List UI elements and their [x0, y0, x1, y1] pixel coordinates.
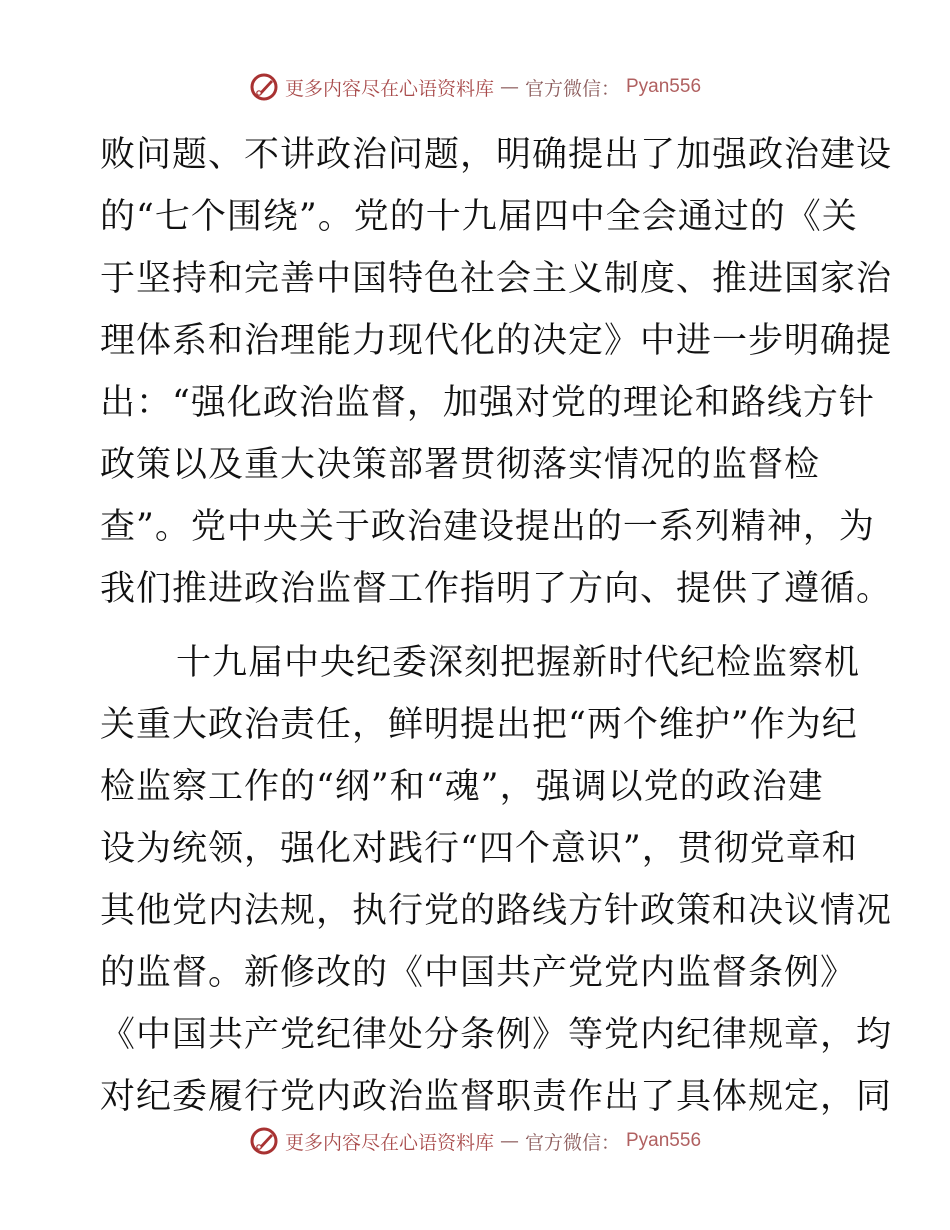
text-line: 其他党内法规，执行党的路线方针政策和决议情况	[100, 891, 893, 931]
text-line: 十九届中央纪委深刻把握新时代纪检监察机	[176, 643, 861, 683]
text-line: 的“七个围绕”。党的十九届四中全会通过的《关	[100, 197, 858, 237]
quill-pen-logo-icon	[249, 72, 279, 102]
paragraph-2	[100, 632, 893, 1128]
text-line: 检监察工作的“纲”和“魂”，强调以党的政治建	[100, 767, 824, 807]
banner-promo-text: 更多内容尽在心语资料库	[284, 77, 494, 100]
document-body	[100, 124, 893, 1128]
banner-wechat-account: Pyan556	[626, 1130, 702, 1151]
banner-promo-text: 更多内容尽在心语资料库	[284, 1131, 494, 1154]
text-line: 《中国共产党纪律处分条例》等党内纪律规章，均	[100, 1015, 893, 1055]
text-line: 政策以及重大决策部署贯彻落实情况的监督检	[100, 445, 821, 485]
banner-separator: —	[499, 76, 519, 98]
footer-banner	[0, 1126, 950, 1156]
banner-wechat-label: 官方微信：	[524, 77, 620, 100]
paragraph-spacer	[100, 620, 850, 632]
paragraph-1	[100, 124, 893, 620]
header-banner	[0, 72, 950, 102]
text-line: 于坚持和完善中国特色社会主义制度、推进国家治	[100, 259, 893, 299]
text-line: 理体系和治理能力现代化的决定》中进一步明确提	[100, 321, 893, 361]
text-line: 出：“强化政治监督，加强对党的理论和路线方针	[100, 383, 875, 423]
banner-wechat-label: 官方微信：	[524, 1131, 620, 1154]
text-line: 的监督。新修改的《中国共产党党内监督条例》	[100, 953, 857, 993]
text-line: 查”。党中央关于政治建设提出的一系列精神，为	[100, 507, 875, 547]
text-line: 设为统领，强化对践行“四个意识”，贯彻党章和	[100, 829, 858, 869]
text-line: 关重大政治责任，鲜明提出把“两个维护”作为纪	[100, 705, 858, 745]
banner-wechat-account: Pyan556	[626, 76, 702, 97]
text-line: 败问题、不讲政治问题，明确提出了加强政治建设	[100, 135, 893, 175]
text-line: 我们推进政治监督工作指明了方向、提供了遵循。	[100, 569, 893, 609]
quill-pen-logo-icon	[249, 1126, 279, 1156]
text-line: 对纪委履行党内政治监督职责作出了具体规定，同	[100, 1077, 893, 1117]
banner-separator: —	[499, 1130, 519, 1152]
